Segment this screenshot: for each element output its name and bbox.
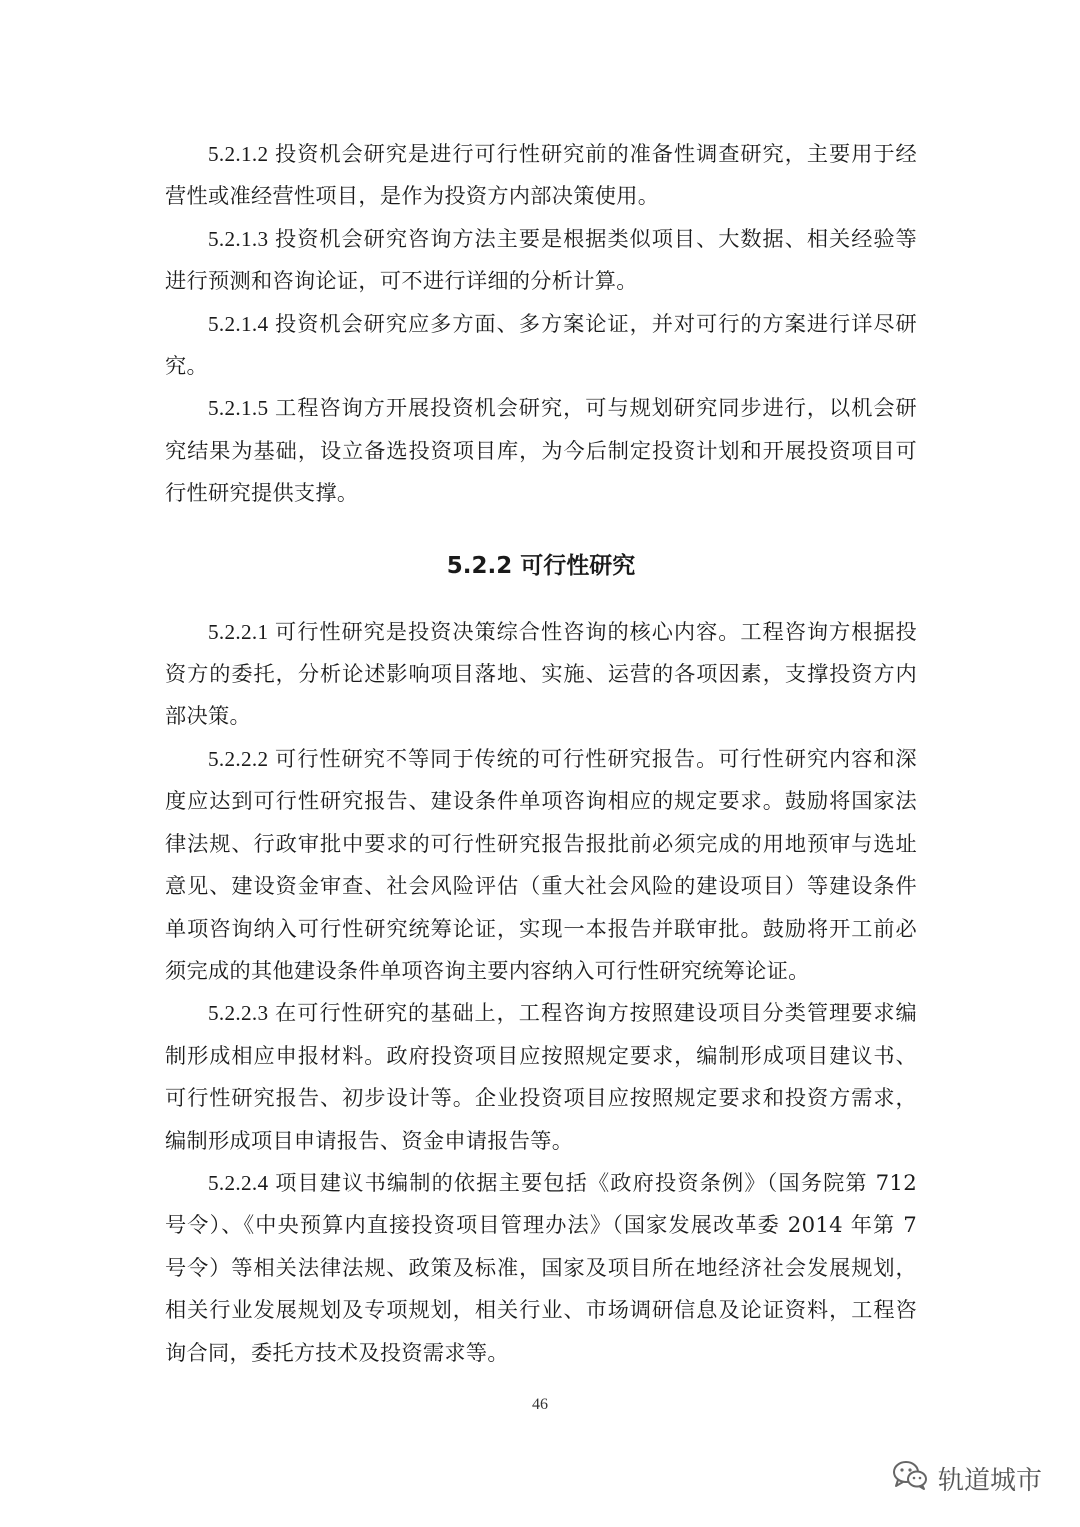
page-number: 46 xyxy=(532,1396,548,1413)
watermark xyxy=(892,1458,1042,1498)
clause-text: 在可行性研究的基础上，工程咨询方按照建设项目分类管理要求编制形成相应申报材料。政府投资项目应按照规定要求，编制形成项目建议书、可行性研究报告、初步设计等。企业投资项目应按照规定要求和投资方需求，编制形成项目申请报告、资金申请报告等。 xyxy=(165,1000,917,1153)
paragraph-5-2-2-1 xyxy=(165,611,917,738)
watermark-label: 轨道城市 xyxy=(937,1465,1042,1496)
clause-number: 5.2.2.3 xyxy=(208,1001,269,1026)
paragraph-5-2-2-2 xyxy=(165,738,917,992)
section-heading: 5.2.2 可行性研究 xyxy=(446,552,636,579)
paragraph-5-2-1-5 xyxy=(165,387,917,514)
clause-text: 工程咨询方开展投资机会研究，可与规划研究同步进行，以机会研究结果为基础，设立备选投资项目库，为今后制定投资计划和开展投资项目可行性研究提供支撑。 xyxy=(165,395,917,506)
clause-number: 5.2.2.1 xyxy=(208,619,269,644)
paragraph-5-2-2-3 xyxy=(165,992,917,1162)
clause-text: 投资机会研究应多方面、多方案论证，并对可行的方案进行详尽研究。 xyxy=(165,310,917,379)
clause-text: 投资机会研究咨询方法主要是根据类似项目、大数据、相关经验等进行预测和咨询论证，可不进行详细的分析计算。 xyxy=(165,225,917,294)
clause-number: 5.2.1.2 xyxy=(208,142,269,166)
wechat-icon xyxy=(892,1459,928,1498)
clause-number: 5.2.1.5 xyxy=(208,396,269,421)
clause-number: 5.2.1.3 xyxy=(208,226,269,251)
clause-text: 可行性研究不等同于传统的可行性研究报告。可行性研究内容和深度应达到可行性研究报告、建设条件单项咨询相应的规定要求。鼓励将国家法律法规、行政审批中要求的可行性研究报告报批前必须完成的用地预审与选址意见、建设资金审查、社会风险评估（重大社会风险的建设项目）等建设条件单项咨询纳入可行性研究统筹论证，实现一本报告并联审批。鼓励将开工前必须完成的其他建设条件单项咨询主要内容纳入可行性研究统筹论证。 xyxy=(165,745,917,983)
paragraph-5-2-1-3 xyxy=(165,218,917,303)
page-content xyxy=(165,133,917,1374)
clause-text: 可行性研究是投资决策综合性咨询的核心内容。工程咨询方根据投资方的委托，分析论述影响项目落地、实施、运营的各项因素，支撑投资方内部决策。 xyxy=(165,618,917,729)
clause-text: 项目建议书编制的依据主要包括《政府投资条例》（国务院第 712 号令）、《中央预算内直接投资项目管理办法》（国家发展改革委 2014 年第 7 号令）等相关法律法规、政策及标准，国家及项目所在地经济社会发展规划，相关行业发展规划及专项规划，相关行业、市场调研信息及论证资料，工程咨询合同，委托方技术及投资需求等。 xyxy=(165,1169,917,1365)
clause-number: 5.2.1.4 xyxy=(208,311,269,336)
clause-number: 5.2.2.2 xyxy=(208,746,269,771)
clause-number: 5.2.2.4 xyxy=(208,1170,269,1195)
paragraph-5-2-1-2 xyxy=(165,133,917,218)
clause-text: 投资机会研究是进行可行性研究前的准备性调查研究，主要用于经营性或准经营性项目，是作为投资方内部决策使用。 xyxy=(165,141,917,209)
paragraph-5-2-1-4 xyxy=(165,303,917,388)
paragraph-5-2-2-4 xyxy=(165,1162,917,1374)
